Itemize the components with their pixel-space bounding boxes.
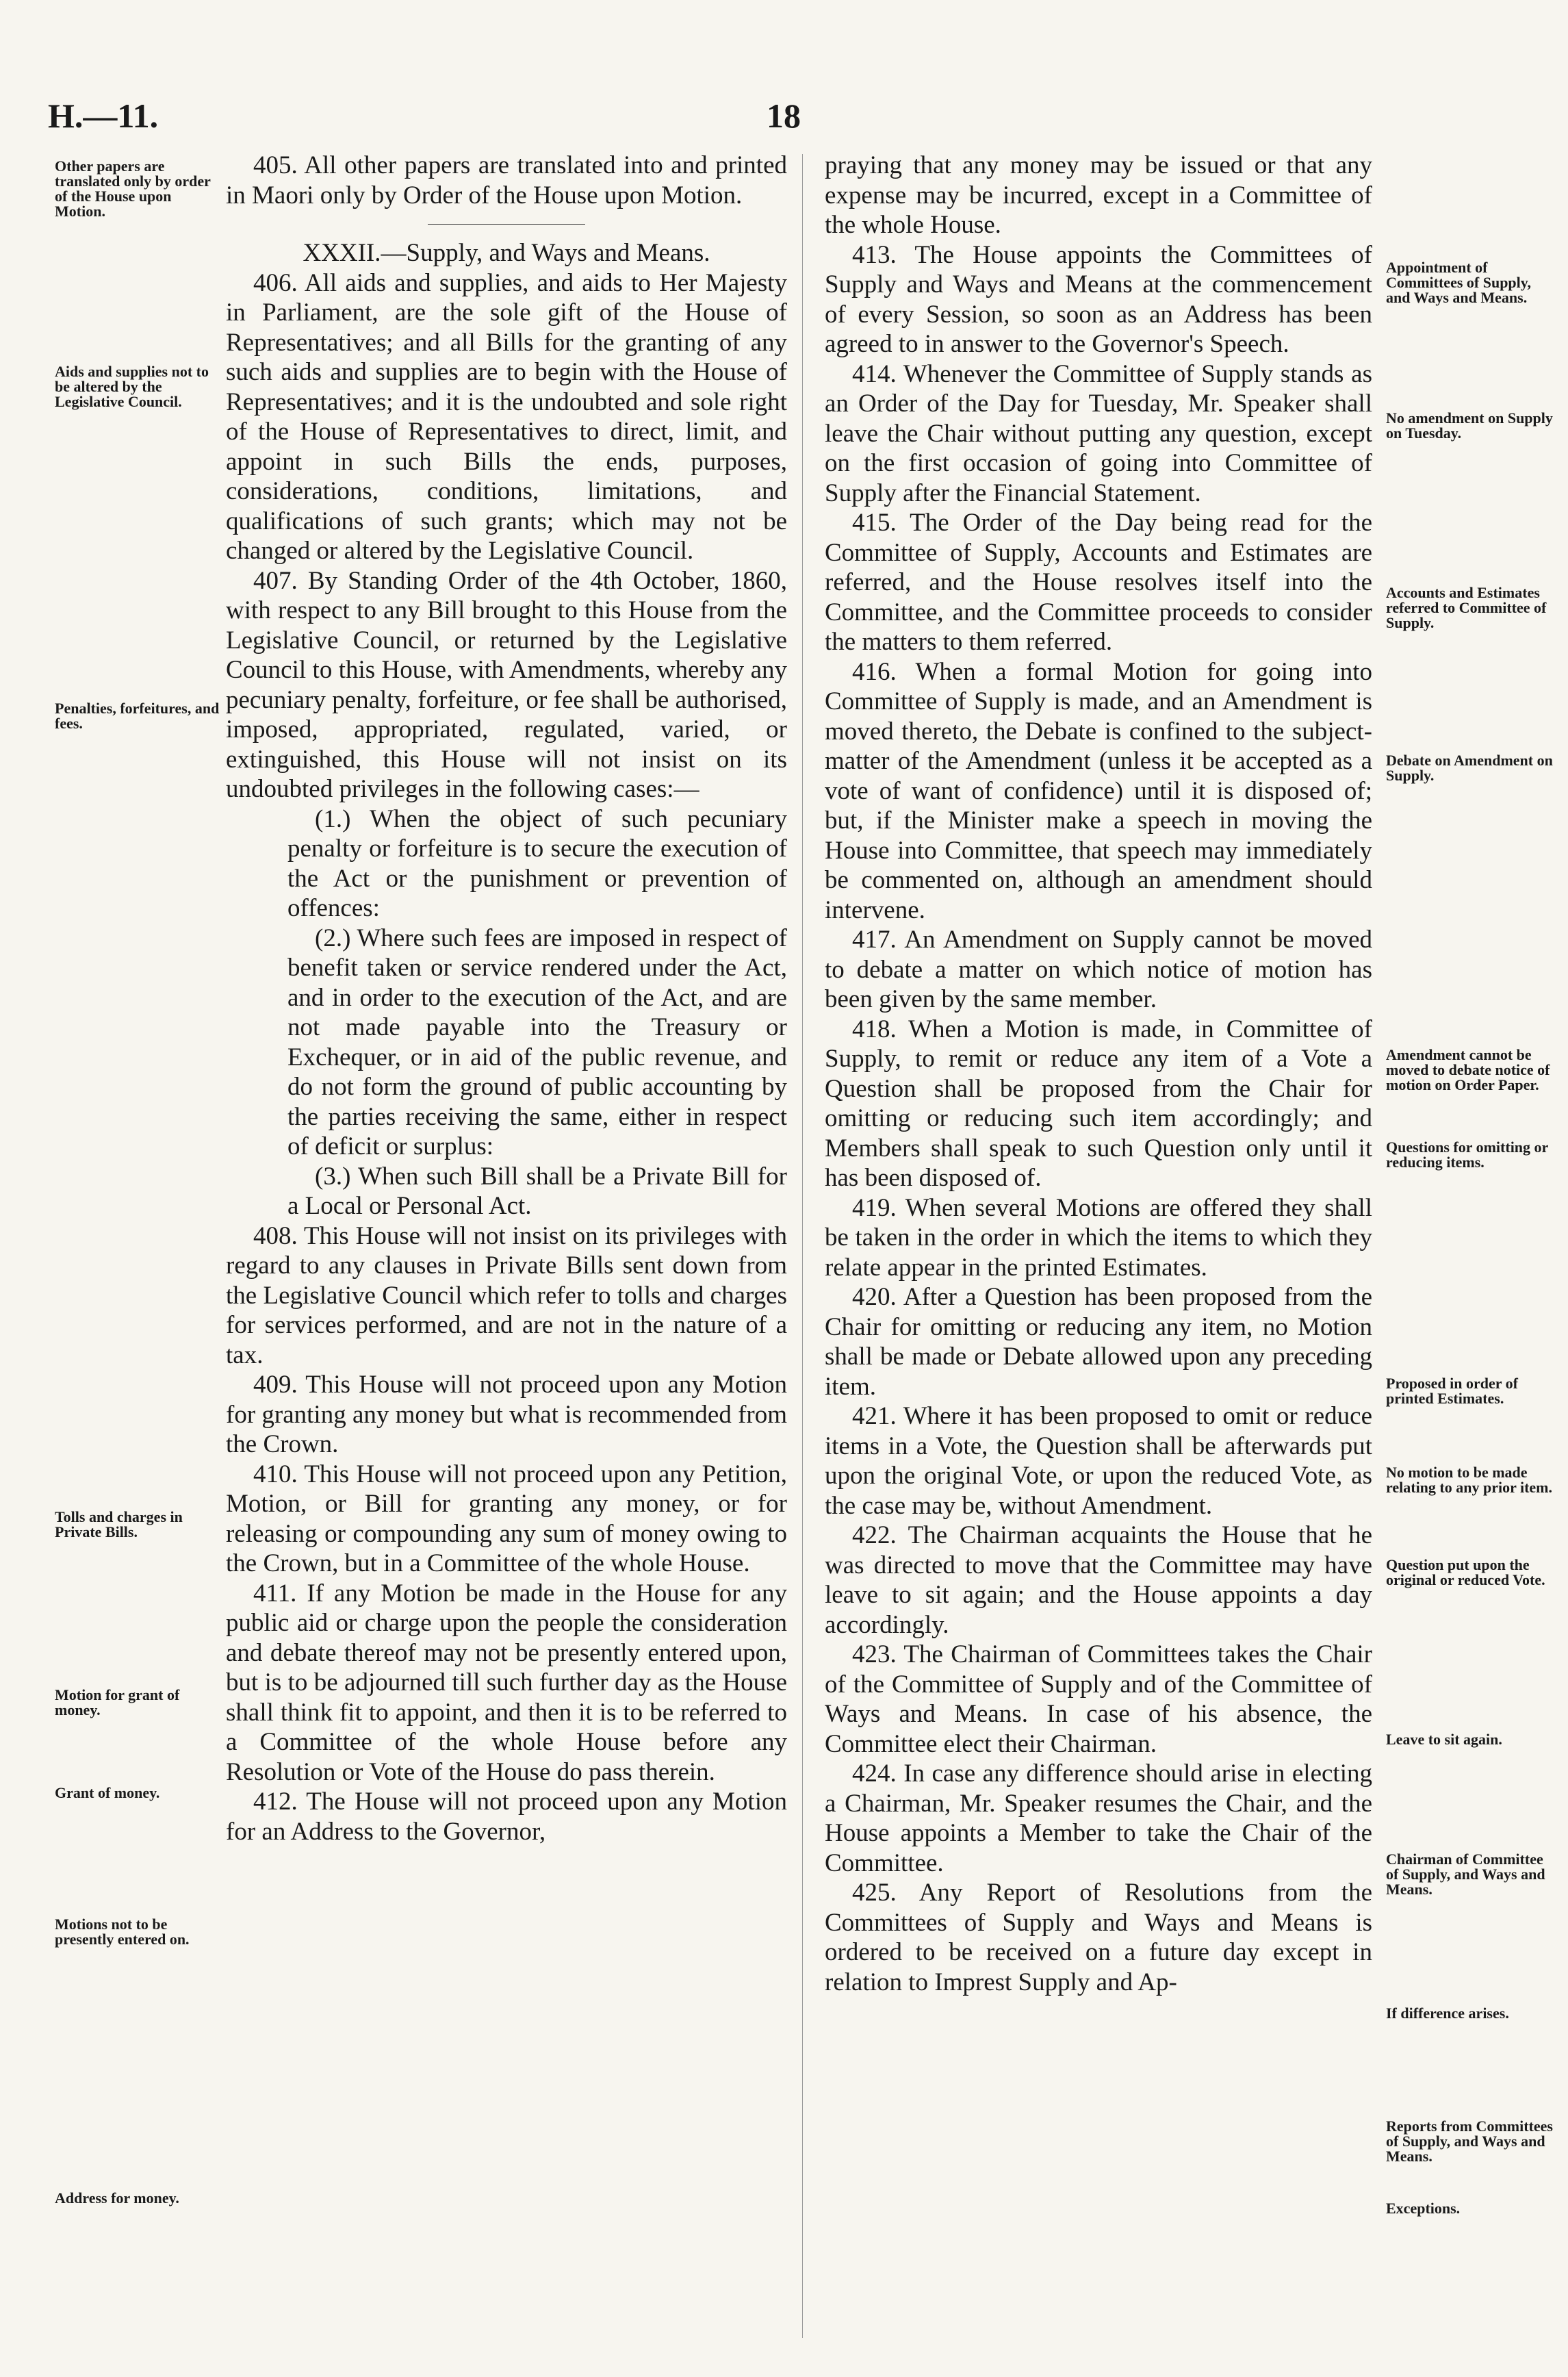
- document-reference: H.—11.: [48, 97, 159, 135]
- margin-note-423: Chairman of Committee of Supply, and Ways and Means.: [1386, 1851, 1545, 1898]
- paragraph-409: 409. This House will not proceed upon any Motion for granting any money but what is recommended from the Crown.: [226, 1371, 787, 1458]
- margin-note-410: Grant of money.: [55, 1784, 160, 1801]
- paragraph-424: 424. In case any difference should arise in electing a Chairman, Mr. Speaker resumes the Chair, and the House appoints a Member to take the Chair of the Committee.: [825, 1759, 1372, 1877]
- margin-note-408: Tolls and charges in Private Bills.: [55, 1508, 183, 1540]
- paragraph-412-continued: praying that any money may be issued or that any expense may be incurred, except in a Committee of the whole House.: [825, 151, 1372, 239]
- left-column: [226, 151, 787, 2350]
- section-title: XXXII.—Supply, and Ways and Means.: [303, 239, 710, 267]
- margin-note-412: Address for money.: [55, 2189, 179, 2207]
- right-column: [825, 151, 1372, 2350]
- margin-note-419: Proposed in order of printed Estimates.: [1386, 1375, 1518, 1407]
- margin-note-414: No amendment on Supply on Tuesday.: [1386, 409, 1553, 442]
- paragraph-407-3: (3.) When such Bill shall be a Private Bill for a Local or Personal Act.: [287, 1162, 787, 1220]
- paragraph-420: 420. After a Question has been proposed from the Chair for omitting or reducing any item, no Motion shall be made or Debate allowed upon any preceding item.: [825, 1283, 1372, 1401]
- paragraph-425: 425. Any Report of Resolutions from the Committees of Supply and Ways and Means is ordered to be received on a future day except in relation to Imprest Supply and Ap-: [825, 1879, 1372, 1996]
- paragraph-407: 407. By Standing Order of the 4th October, 1860, with respect to any Bill brought to this House from the Legislative Council, or returned by the Legislative Council to this House, with Amendments, whereby any pecuniary penalty, forfeiture, or fee shall be authorised, imposed, appropriated, regulated, varied, or extinguished, this House will not insist on its undoubted privileges in the following cases:—: [226, 566, 787, 803]
- margin-note-406: Aids and supplies not to be altered by the Legislative Council.: [55, 363, 209, 410]
- margin-note-425-exceptions: Exceptions.: [1386, 2200, 1461, 2217]
- paragraph-421: 421. Where it has been proposed to omit or reduce items in a Vote, the Question shall be afterwards put upon the original Vote, or upon the reduced Vote, as the case may be, without Amendment.: [825, 1402, 1372, 1520]
- paragraph-417: 417. An Amendment on Supply cannot be moved to debate a matter on which notice of motion has been given by the same member.: [825, 926, 1372, 1013]
- paragraph-418: 418. When a Motion is made, in Committee of Supply, to remit or reduce any item of a Vote a Question shall be proposed from the Chair for omitting or reducing such item accordingly; and Members shall speak to such Question only until it has been disposed of.: [825, 1015, 1372, 1192]
- paragraph-419: 419. When several Motions are offered they shall be taken in the order in which the items to which they relate appear in the printed Estimates.: [825, 1193, 1372, 1282]
- margin-note-418: Questions for omitting or reducing items.: [1386, 1139, 1548, 1171]
- margin-note-420: No motion to be made relating to any prior item.: [1386, 1464, 1552, 1496]
- paragraph-405: 405. All other papers are translated into and printed in Maori only by Order of the House upon Motion.: [226, 151, 787, 209]
- margin-note-424: If difference arises.: [1386, 2005, 1509, 2022]
- margin-note-409: Motion for grant of money.: [55, 1686, 180, 1718]
- paragraph-406: 406. All aids and supplies, and aids to Her Majesty in Parliament, are the sole gift of the House of Representatives; and all Bills for the granting of any such aids and supplies are to begin with the House of Representatives; and it is the undoubted and sole right of the House of Representatives to direct, limit, and appoint in such Bills the ends, purposes, considerations, conditions, limitations, and qualifications of such grants; which may not be changed or altered by the Legislative Council.: [226, 268, 787, 565]
- margin-note-425: Reports from Committees of Supply, and Ways and Means.: [1386, 2118, 1553, 2165]
- paragraph-408: 408. This House will not insist on its privileges with regard to any clauses in Private Bills sent down from the Legislative Council which refer to tolls and charges for services performed, and are not in the nature of a tax.: [226, 1221, 787, 1369]
- paragraph-410: 410. This House will not proceed upon any Petition, Motion, or Bill for granting any money, or for releasing or compounding any sum of money owing to the Crown, but in a Committee of the whole House.: [226, 1460, 787, 1577]
- margin-note-407: Penalties, forfeitures, and fees.: [55, 700, 220, 732]
- page-header: [48, 96, 1520, 144]
- paragraph-423: 423. The Chairman of Committees takes the Chair of the Committee of Supply and of the Committee of Ways and Means. In case of his absence, the Committee elect their Chairman.: [825, 1640, 1372, 1758]
- paragraph-412: 412. The House will not proceed upon any Motion for an Address to the Governor,: [226, 1788, 787, 1846]
- margin-note-405: Other papers are translated only by order of the House upon Motion.: [55, 157, 211, 220]
- paragraph-422: 422. The Chairman acquaints the House that he was directed to move that the Committee may have leave to sit again; and the House appoints a day accordingly.: [825, 1521, 1372, 1639]
- paragraph-413: 413. The House appoints the Committees of Supply and Ways and Means at the commencement of every Session, so soon as an Address has been agreed to in answer to the Governor's Speech.: [825, 240, 1372, 358]
- paragraph-414: 414. Whenever the Committee of Supply stands as an Order of the Day for Tuesday, Mr. Speaker shall leave the Chair without putting any question, except on the first occasion of going into Committee of Supply after the Financial Statement.: [825, 359, 1372, 507]
- page-number: 18: [767, 97, 801, 135]
- paragraph-407-2: (2.) Where such fees are imposed in respect of benefit taken or service rendered under the Act, and in order to the execution of the Act, and are not made payable into the Treasury or Exchequer, or in aid of the public revenue, and do not form the ground of public accounting by the parties receiving the same, either in respect of deficit or surplus:: [287, 924, 787, 1160]
- paragraph-416: 416. When a formal Motion for going into Committee of Supply is made, and an Amendment is moved thereto, the Debate is confined to the subject-matter of the Amendment (unless it be accepted as a vote of want of confidence) until it is disposed of; but, if the Minister make a speech in moving the House into Committee, that speech may immediately be commented on, although an amendment should intervene.: [825, 657, 1372, 924]
- margin-note-417: Amendment cannot be moved to debate notice of motion on Order Paper.: [1386, 1046, 1550, 1093]
- margin-note-422: Leave to sit again.: [1386, 1731, 1502, 1748]
- margin-note-421: Question put upon the original or reduced Vote.: [1386, 1556, 1545, 1588]
- paragraph-407-1: (1.) When the object of such pecuniary penalty or forfeiture is to secure the execution of the Act or the punishment or prevention of offences:: [287, 804, 787, 922]
- column-divider: [802, 154, 803, 2338]
- margin-note-413: Appointment of Committees of Supply, and Ways and Means.: [1386, 259, 1532, 306]
- margin-note-411: Motions not to be presently entered on.: [55, 1916, 190, 1948]
- margin-note-415: Accounts and Estimates referred to Committee of Supply.: [1386, 584, 1547, 631]
- paragraph-411: 411. If any Motion be made in the House for any public aid or charge upon the people the consideration and debate thereof may not be presently entered upon, but is to be adjourned till such further day as the House shall think fit to appoint, and then it is to be referred to a Committee of the whole House before any Resolution or Vote of the House do pass therein.: [226, 1579, 787, 1786]
- margin-note-416: Debate on Amendment on Supply.: [1386, 752, 1553, 784]
- paragraph-415: 415. The Order of the Day being read for the Committee of Supply, Accounts and Estimates are referred, and the House resolves itself into the Committee, and the Committee proceeds to consider the matters to them referred.: [825, 509, 1372, 656]
- section-rule: [428, 224, 585, 225]
